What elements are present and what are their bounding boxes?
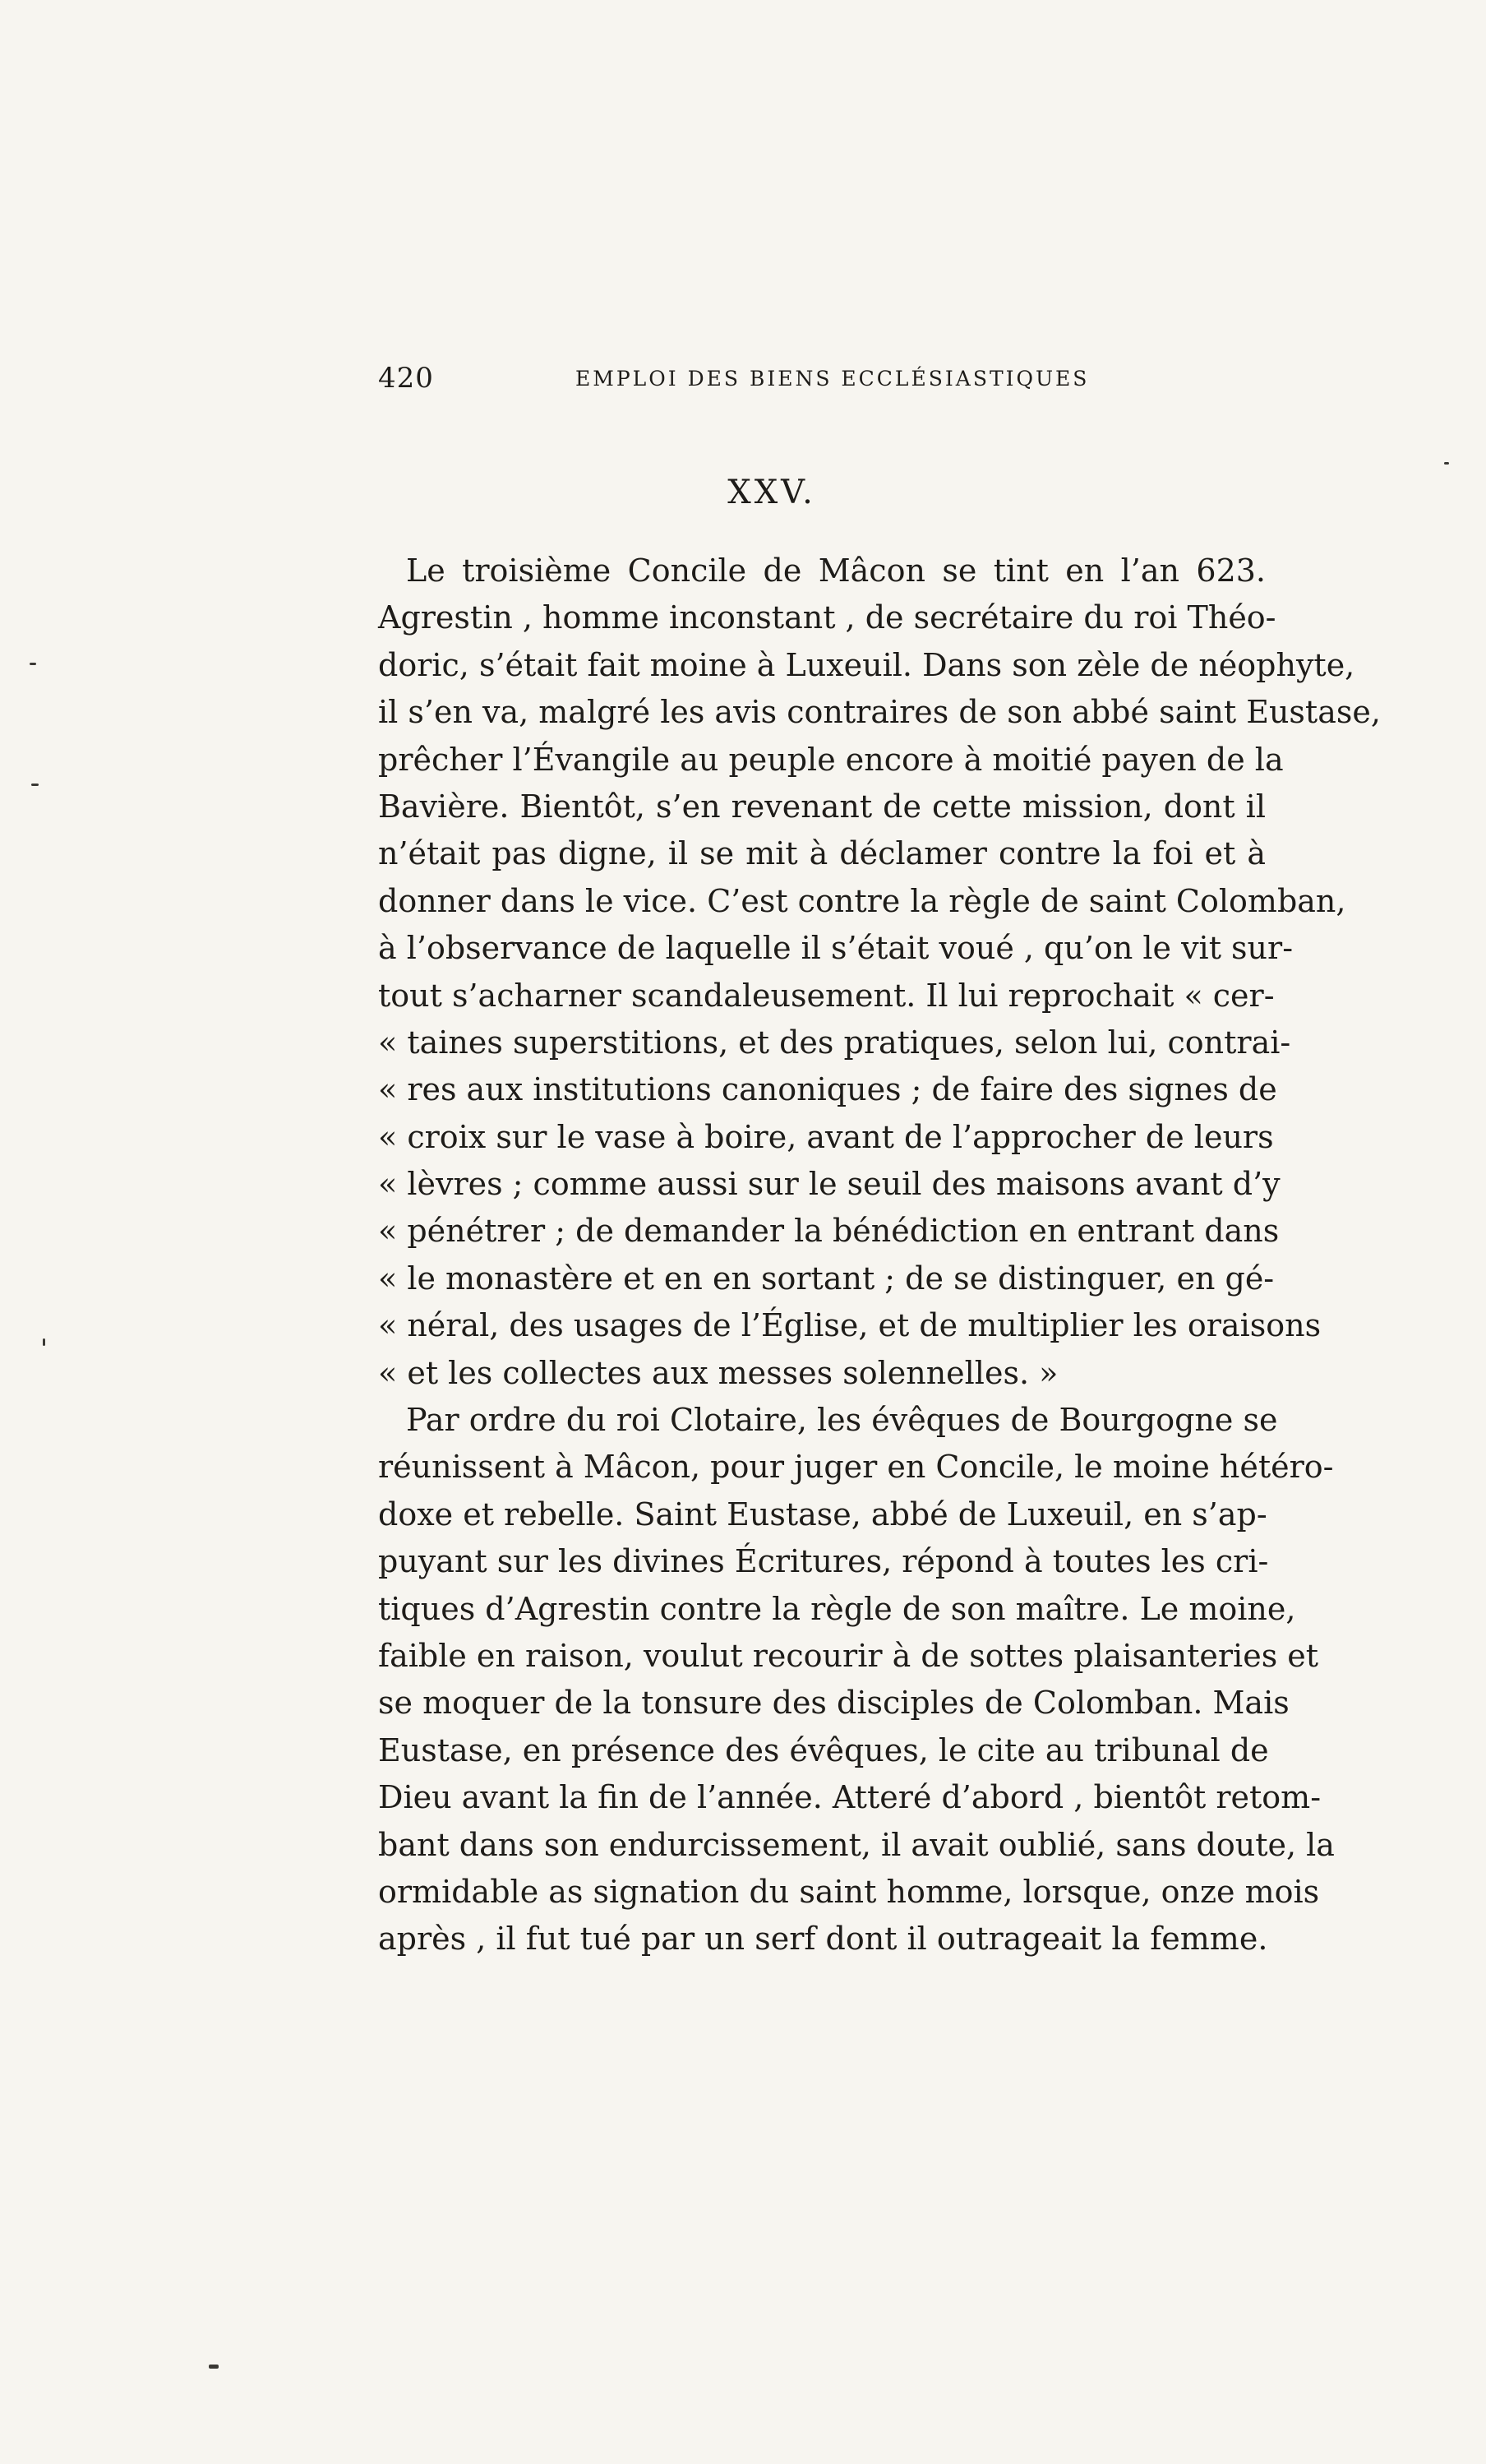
body-text bbox=[378, 548, 1381, 1963]
text-line: Par ordre du roi Clotaire, les évêques de Bourgogne se bbox=[406, 1402, 1278, 1439]
text-line: tiques d’Agrestin contre la règle de son maître. Le moine, bbox=[378, 1590, 1296, 1627]
text-line: prêcher l’Évangile au peuple encore à moitié payen de la bbox=[378, 741, 1284, 778]
section-heading: XXV. bbox=[727, 474, 816, 511]
scan-speck bbox=[209, 2365, 219, 2369]
text-line: Bavière. Bientôt, s’en revenant de cette mission, dont il bbox=[378, 788, 1266, 825]
text-line: bant dans son endurcissement, il avait oublié, sans doute, la bbox=[378, 1826, 1335, 1863]
running-title: EMPLOI DES BIENS ECCLÉSIASTIQUES bbox=[575, 367, 1090, 391]
text-line: ormidable as signation du saint homme, lorsque, onze mois bbox=[378, 1873, 1320, 1910]
text-line: Le troisième Concile de Mâcon se tint en l’an 623. bbox=[406, 552, 1266, 589]
text-line: doxe et rebelle. Saint Eustase, abbé de Luxeuil, en s’ap- bbox=[378, 1496, 1267, 1532]
text-line: après , il fut tué par un serf dont il outrageait la femme. bbox=[378, 1921, 1268, 1958]
scan-speck bbox=[31, 784, 39, 786]
text-line: donner dans le vice. C’est contre la règle de saint Colomban, bbox=[378, 882, 1346, 919]
quoted-line: « le monastère et en en sortant ; de se distinguer, en gé- bbox=[378, 1260, 1275, 1297]
quoted-line: « et les collectes aux messes solennelles. » bbox=[378, 1354, 1059, 1391]
text-line: Dieu avant la fin de l’année. Atteré d’abord , bientôt retom- bbox=[378, 1779, 1322, 1816]
running-header bbox=[378, 362, 1331, 403]
text-line: faible en raison, voulut recourir à de sottes plaisanteries et bbox=[378, 1637, 1319, 1674]
text-line: tout s’acharner scandaleusement. Il lui reprochait « cer- bbox=[378, 977, 1275, 1014]
quoted-line: « taines superstitions, et des pratiques, selon lui, contrai- bbox=[378, 1024, 1291, 1061]
text-line: Eustase, en présence des évêques, le cite au tribunal de bbox=[378, 1731, 1269, 1768]
text-line: n’était pas digne, il se mit à déclamer contre la foi et à bbox=[378, 835, 1266, 872]
quoted-line: « pénétrer ; de demander la bénédiction en entrant dans bbox=[378, 1213, 1280, 1250]
quoted-line: « res aux institutions canoniques ; de faire des signes de bbox=[378, 1071, 1277, 1108]
quoted-line: « lèvres ; comme aussi sur le seuil des maisons avant d’y bbox=[378, 1166, 1281, 1203]
scan-speck bbox=[1444, 462, 1449, 465]
text-line: doric, s’était fait moine à Luxeuil. Dans son zèle de néophyte, bbox=[378, 646, 1355, 683]
quoted-line: « néral, des usages de l’Église, et de multiplier les oraisons bbox=[378, 1307, 1322, 1344]
text-line: Agrestin , homme inconstant , de secrétaire du roi Théo- bbox=[378, 599, 1276, 636]
text-line: il s’en va, malgré les avis contraires de son abbé saint Eustase, bbox=[378, 694, 1381, 731]
scan-speck bbox=[30, 663, 36, 665]
page-number: 420 bbox=[378, 362, 434, 395]
text-line: se moquer de la tonsure des disciples de Colomban. Mais bbox=[378, 1685, 1290, 1722]
text-line: puyant sur les divines Écritures, répond à toutes les cri- bbox=[378, 1543, 1269, 1580]
scan-speck bbox=[43, 1338, 45, 1346]
text-line: réunissent à Mâcon, pour juger en Concile, le moine hétéro- bbox=[378, 1449, 1334, 1486]
quoted-line: « croix sur le vase à boire, avant de l’approcher de leurs bbox=[378, 1118, 1274, 1155]
text-line: à l’observance de laquelle il s’était voué , qu’on le vit sur- bbox=[378, 930, 1294, 967]
